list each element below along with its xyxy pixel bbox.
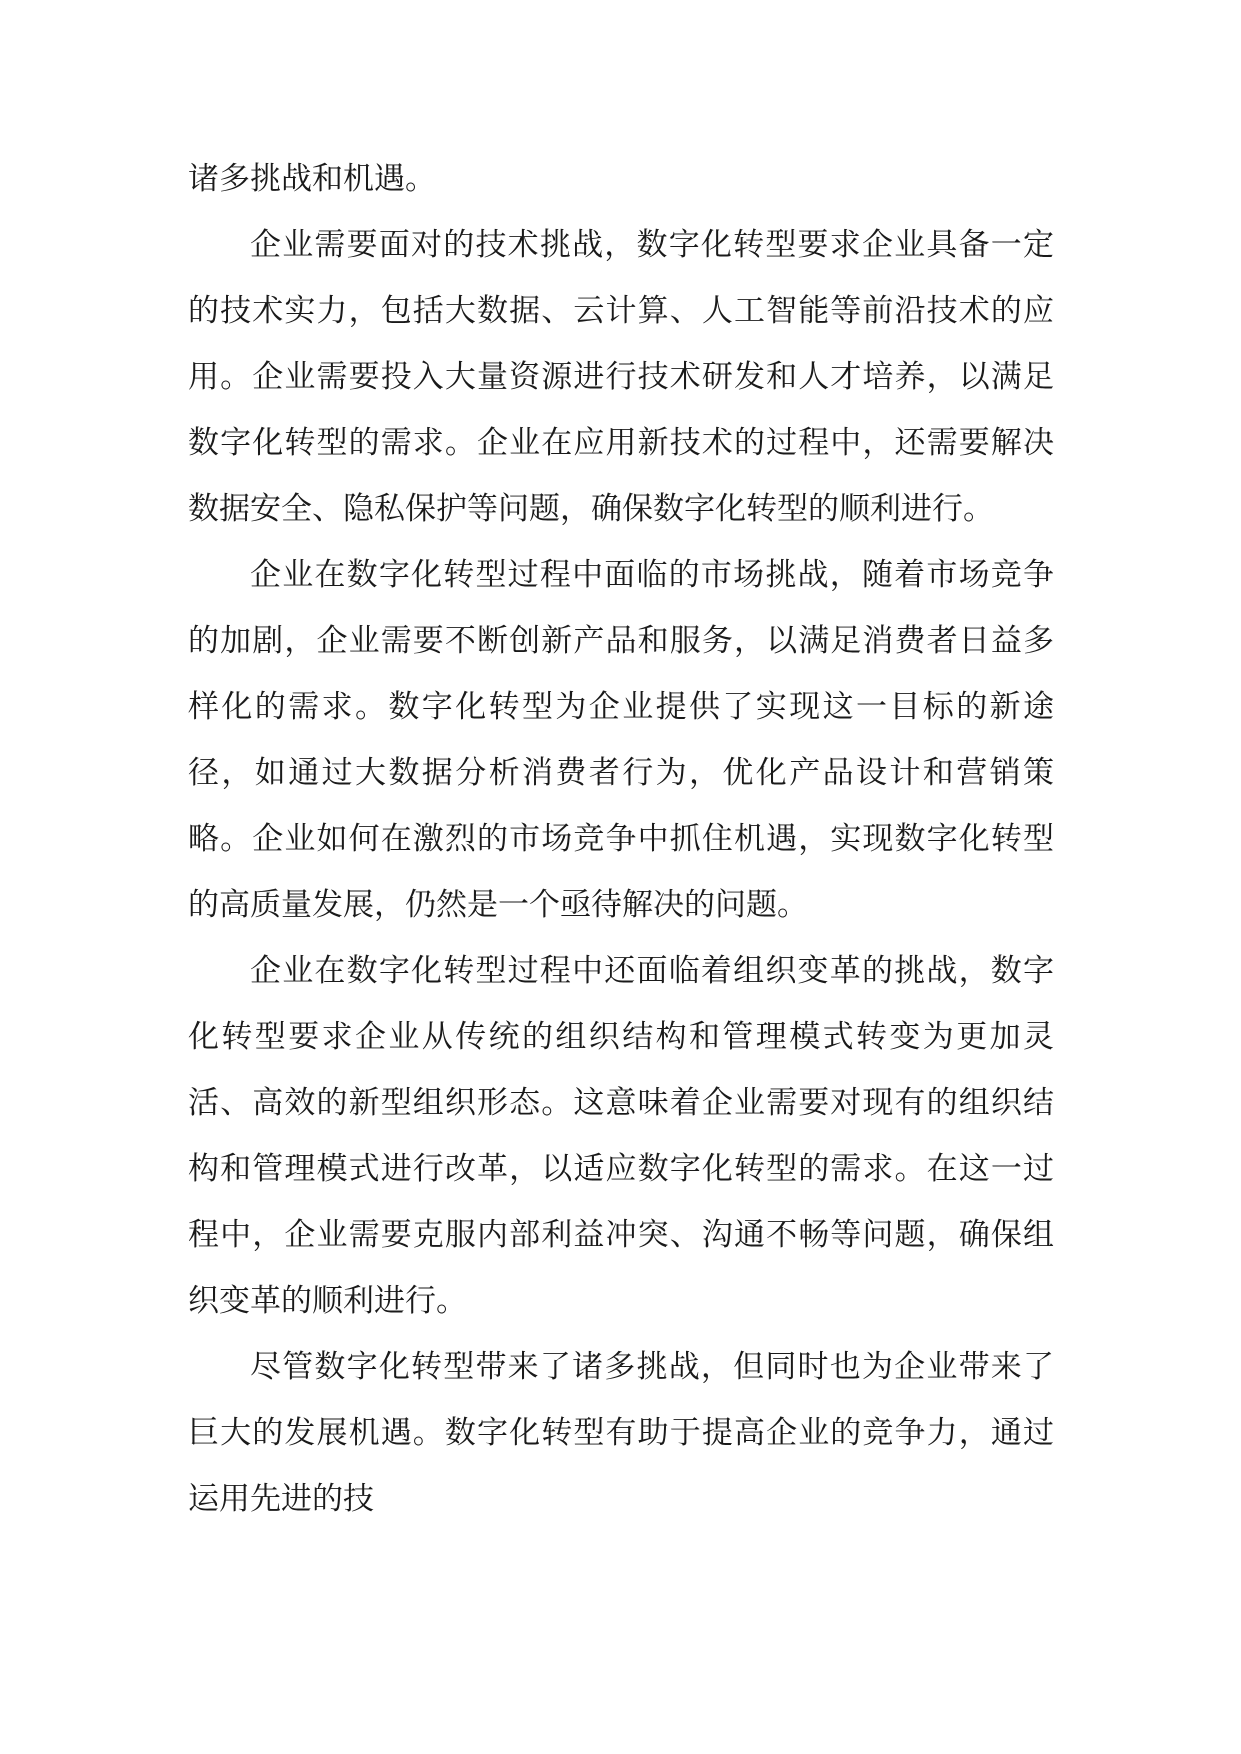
paragraph-4: 企业在数字化转型过程中还面临着组织变革的挑战，数字化转型要求企业从传统的组织结构和管理模式转变为更加灵活、高效的新型组织形态。这意味着企业需要对现有的组织结构和管理模式进行改革，以适应数字化转型的需求。在这一过程中，企业需要克服内部利益冲突、沟通不畅等问题，确保组织变革的顺利进行。 <box>188 953 1054 1319</box>
paragraph-1: 诸多挑战和机遇。 <box>188 161 436 197</box>
paragraph-2: 企业需要面对的技术挑战，数字化转型要求企业具备一定的技术实力，包括大数据、云计算、人工智能等前沿技术的应用。企业需要投入大量资源进行技术研发和人才培养，以满足数字化转型的需求。企业在应用新技术的过程中，还需要解决数据安全、隐私保护等问题，确保数字化转型的顺利进行。 <box>188 227 1054 527</box>
body-text <box>188 146 1054 1532</box>
paragraph-5: 尽管数字化转型带来了诸多挑战，但同时也为企业带来了巨大的发展机遇。数字化转型有助于提高企业的竞争力，通过运用先进的技 <box>188 1349 1054 1517</box>
paragraph-3: 企业在数字化转型过程中面临的市场挑战，随着市场竞争的加剧，企业需要不断创新产品和服务，以满足消费者日益多样化的需求。数字化转型为企业提供了实现这一目标的新途径，如通过大数据分析消费者行为，优化产品设计和营销策略。企业如何在激烈的市场竞争中抓住机遇，实现数字化转型的高质量发展，仍然是一个亟待解决的问题。 <box>188 557 1054 923</box>
